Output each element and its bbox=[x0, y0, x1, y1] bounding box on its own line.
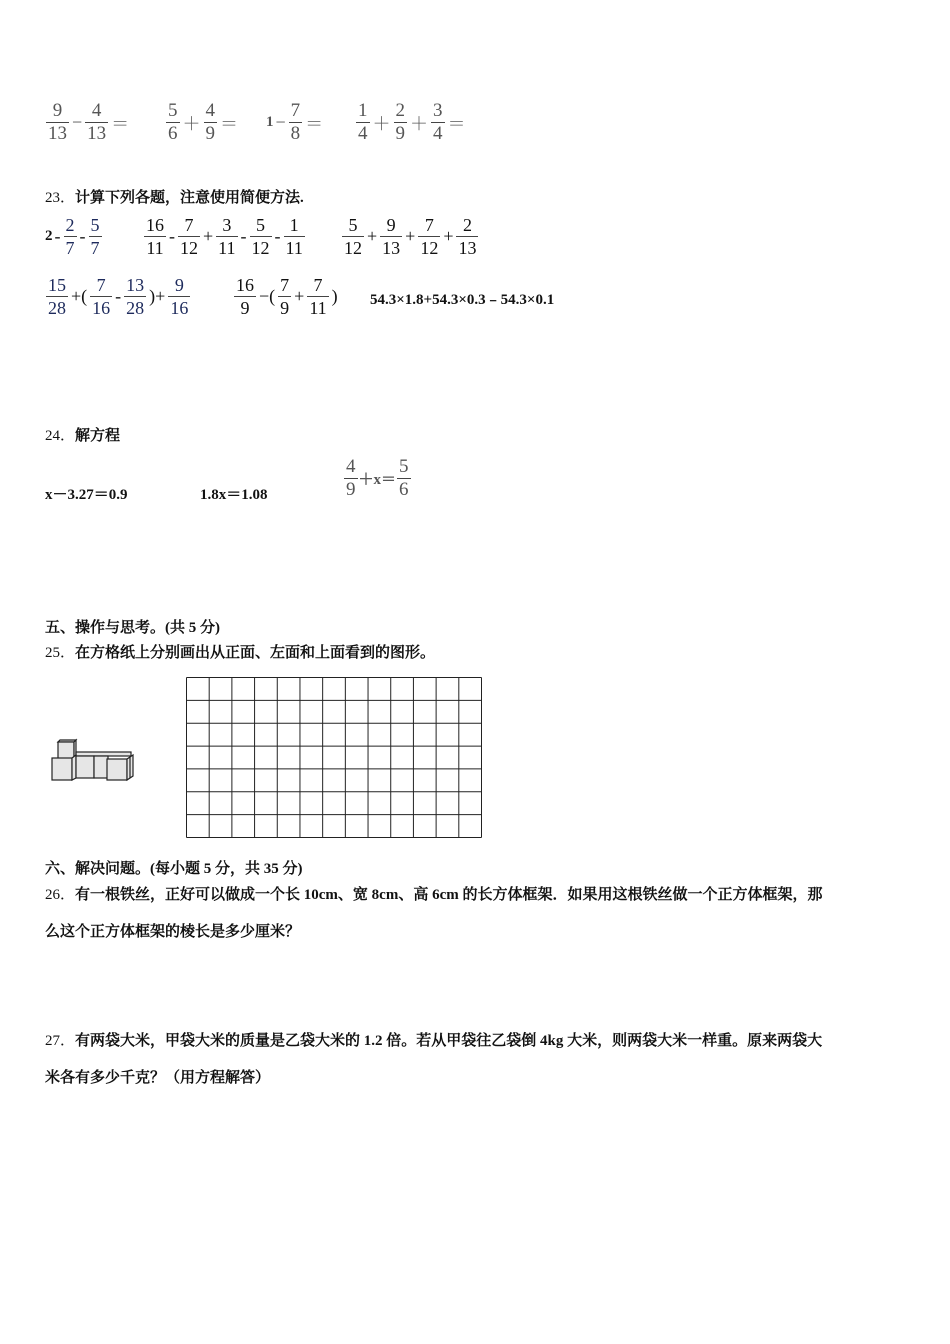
denominator: 9 bbox=[240, 298, 250, 318]
numerator: 4 bbox=[346, 456, 356, 477]
q22-expr-2 bbox=[165, 100, 240, 145]
operator: )+ bbox=[149, 286, 166, 306]
operator: + bbox=[405, 226, 416, 246]
fraction bbox=[46, 100, 69, 145]
numerator: 15 bbox=[48, 275, 66, 295]
q23-expr-5 bbox=[233, 274, 340, 319]
operator: ＋ bbox=[410, 113, 428, 134]
operator: ) bbox=[331, 286, 338, 306]
operator: + bbox=[443, 226, 454, 246]
operator: −( bbox=[259, 286, 276, 306]
denominator: 4 bbox=[358, 123, 368, 144]
fraction bbox=[46, 274, 68, 319]
numerator: 5 bbox=[256, 215, 265, 235]
fraction bbox=[144, 214, 166, 259]
numerator: 7 bbox=[184, 215, 194, 235]
fraction bbox=[307, 274, 328, 319]
denominator: 4 bbox=[433, 123, 443, 144]
q23-expr-2 bbox=[143, 214, 306, 259]
operator: + bbox=[367, 226, 378, 246]
fraction bbox=[204, 100, 218, 145]
fraction bbox=[166, 100, 180, 145]
denominator: 9 bbox=[346, 479, 356, 500]
numerator: 7 bbox=[96, 275, 106, 295]
section6-title: 六、解决问题。(每小题 5 分，共 35 分) bbox=[45, 861, 303, 877]
fraction bbox=[418, 214, 440, 259]
fraction bbox=[178, 214, 200, 259]
denominator: 11 bbox=[218, 238, 236, 258]
q22-expr-4 bbox=[355, 100, 468, 145]
q23-expr-4 bbox=[45, 274, 191, 319]
numerator: 13 bbox=[126, 275, 145, 295]
q24-eq-1: x－3.27＝0.9 bbox=[45, 487, 128, 503]
numerator: 7 bbox=[290, 100, 301, 121]
denominator: 16 bbox=[170, 298, 189, 318]
fraction bbox=[344, 456, 358, 501]
numerator: 1 bbox=[289, 215, 299, 235]
fraction bbox=[278, 274, 291, 319]
numerator: 5 bbox=[168, 100, 178, 121]
expression-text: 2 bbox=[45, 228, 53, 244]
denominator: 13 bbox=[382, 238, 401, 258]
operator: ＋ bbox=[182, 113, 201, 134]
numerator: 16 bbox=[146, 215, 164, 235]
numerator: 3 bbox=[433, 100, 443, 121]
operator: + bbox=[294, 286, 305, 306]
q24-heading: 24．解方程 bbox=[45, 428, 121, 444]
numerator: 2 bbox=[462, 215, 472, 235]
denominator: 9 bbox=[395, 123, 405, 144]
numerator: 9 bbox=[174, 275, 184, 295]
q23-expr-1 bbox=[45, 214, 103, 259]
operator: − bbox=[275, 112, 286, 132]
fraction bbox=[284, 214, 305, 259]
numerator: 2 bbox=[65, 215, 75, 235]
q24-eq-2: 1.8x＝1.08 bbox=[200, 487, 268, 503]
operator: +( bbox=[71, 286, 88, 306]
operator: − bbox=[72, 112, 83, 132]
denominator: 9 bbox=[205, 123, 215, 144]
expression-text: ＋x＝ bbox=[358, 472, 397, 488]
q26-line-2: 么这个正方体框架的棱长是多少厘米？ bbox=[45, 924, 301, 940]
numerator: 9 bbox=[52, 100, 63, 121]
fraction bbox=[216, 214, 237, 259]
numerator: 5 bbox=[90, 215, 100, 235]
q23-expr-3 bbox=[341, 214, 479, 259]
denominator: 7 bbox=[90, 238, 100, 258]
fraction bbox=[397, 456, 411, 501]
denominator: 6 bbox=[399, 479, 409, 500]
denominator: 11 bbox=[309, 298, 327, 318]
drawing-grid[interactable] bbox=[186, 677, 482, 838]
q22-expr-3 bbox=[266, 100, 325, 145]
denominator: 12 bbox=[251, 238, 270, 258]
numerator: 16 bbox=[236, 275, 254, 295]
operator: - bbox=[54, 226, 61, 246]
denominator: 9 bbox=[280, 298, 290, 318]
q23-heading: 23．计算下列各题，注意使用简便方法. bbox=[45, 190, 304, 206]
operator: - bbox=[240, 226, 247, 246]
denominator: 11 bbox=[146, 238, 164, 258]
q26-line-1: 26．有一根铁丝，正好可以做成一个长 10cm、宽 8cm、高 6cm 的长方体框架．如果用这根铁丝做一个正方体框架，那 bbox=[45, 887, 823, 903]
denominator: 12 bbox=[180, 238, 198, 258]
denominator: 12 bbox=[344, 238, 362, 258]
fraction bbox=[90, 274, 112, 319]
denominator: 13 bbox=[48, 123, 67, 144]
denominator: 12 bbox=[420, 238, 439, 258]
section5-title: 五、操作与思考。(共 5 分) bbox=[45, 620, 220, 636]
denominator: 16 bbox=[92, 298, 111, 318]
numerator: 4 bbox=[91, 100, 102, 121]
operator: - bbox=[274, 226, 281, 246]
q22-expr-1 bbox=[45, 100, 131, 145]
operator: ＝ bbox=[447, 113, 466, 134]
operator: ＝ bbox=[220, 113, 238, 134]
fraction bbox=[380, 214, 402, 259]
fraction bbox=[85, 100, 108, 145]
denominator: 28 bbox=[126, 298, 145, 318]
q27-line-2: 米各有多少千克？（用方程解答） bbox=[45, 1070, 271, 1086]
numerator: 5 bbox=[348, 215, 358, 235]
denominator: 6 bbox=[168, 123, 178, 144]
fraction bbox=[124, 274, 146, 319]
fraction bbox=[356, 100, 370, 145]
fraction bbox=[89, 214, 102, 259]
denominator: 28 bbox=[48, 298, 66, 318]
fraction bbox=[234, 274, 256, 319]
operator: ＝ bbox=[111, 113, 130, 134]
numerator: 1 bbox=[358, 100, 368, 121]
fraction bbox=[342, 214, 364, 259]
fraction bbox=[456, 214, 478, 259]
denominator: 13 bbox=[87, 123, 107, 144]
numerator: 9 bbox=[386, 215, 396, 235]
denominator: 7 bbox=[65, 238, 75, 258]
denominator: 11 bbox=[285, 238, 303, 258]
q25-text: 25．在方格纸上分别画出从正面、左面和上面看到的图形。 bbox=[45, 645, 436, 661]
numerator: 5 bbox=[399, 456, 409, 477]
operator: - bbox=[169, 226, 175, 246]
numerator: 7 bbox=[280, 275, 290, 295]
operator: - bbox=[115, 286, 122, 306]
fraction bbox=[289, 100, 303, 145]
fraction bbox=[250, 214, 272, 259]
operator: ＝ bbox=[305, 113, 324, 134]
numerator: 7 bbox=[313, 275, 323, 295]
expression-text: 1 bbox=[266, 114, 274, 130]
operator: ＋ bbox=[372, 113, 391, 134]
cube-figure bbox=[48, 738, 140, 786]
numerator: 3 bbox=[222, 215, 232, 235]
numerator: 2 bbox=[395, 100, 405, 121]
fraction bbox=[64, 214, 77, 259]
fraction bbox=[168, 274, 190, 319]
operator: + bbox=[203, 226, 214, 246]
expression-text: 54.3×1.8+54.3×0.3﹣54.3×0.1 bbox=[370, 292, 555, 308]
q27-line-1: 27．有两袋大米，甲袋大米的质量是乙袋大米的 1.2 倍。若从甲袋往乙袋倒 4kg 大米，则两袋大米一样重。原来两袋大 bbox=[45, 1033, 823, 1049]
fraction bbox=[394, 100, 408, 145]
q24-eq-3 bbox=[343, 456, 412, 501]
operator: - bbox=[79, 226, 86, 246]
numerator: 4 bbox=[205, 100, 215, 121]
q23-expr-6 bbox=[370, 288, 554, 309]
fraction bbox=[431, 100, 445, 145]
numerator: 7 bbox=[424, 215, 434, 235]
denominator: 8 bbox=[290, 123, 301, 144]
denominator: 13 bbox=[458, 238, 477, 258]
